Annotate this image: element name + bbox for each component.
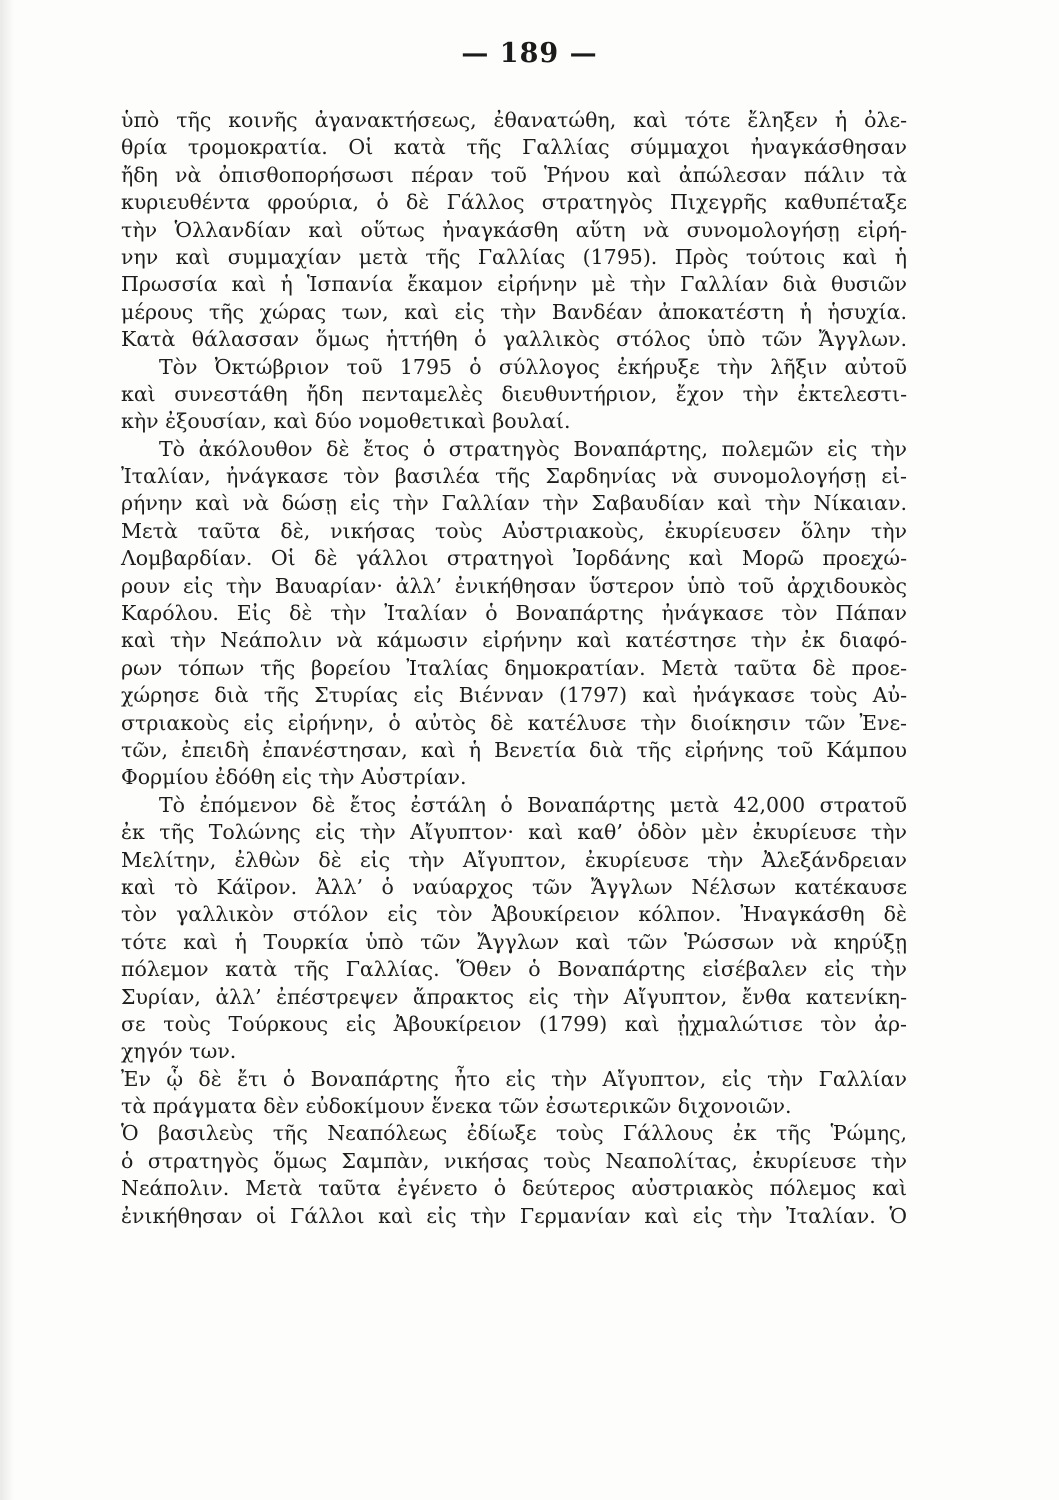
text-line: Πρωσσία καὶ ἡ Ἱσπανία ἔκαμον εἰρήνην μὲ τὴν Γαλλίαν διὰ θυσιῶν (121, 272, 907, 297)
text-line: νην καὶ συμμαχίαν μετὰ τῆς Γαλλίας (1795). Πρὸς τούτοις καὶ ἡ (121, 244, 907, 269)
text-line: καὶ συνεστάθη ἤδη πενταμελὲς διευθυντήριον, ἔχον τὴν ἐκτελεστι- (121, 381, 907, 406)
text-line: ρήνην καὶ νὰ δώσῃ εἰς τὴν Γαλλίαν τὴν Σαβαυδίαν καὶ τὴν Νίκαιαν. (121, 491, 907, 516)
text-line: μέρους τῆς χώρας των, καὶ εἰς τὴν Βανδέαν ἀποκατέστη ἡ ἡσυχία. (121, 299, 907, 324)
text-line: θρία τρομοκρατία. Οἱ κατὰ τῆς Γαλλίας σύμμαχοι ἠναγκάσθησαν (121, 135, 907, 160)
text-line: πόλεμον κατὰ τῆς Γαλλίας. Ὅθεν ὁ Βοναπάρτης εἰσέβαλεν εἰς τὴν (121, 957, 907, 982)
text-line: Τὸ ἀκόλουθον δὲ ἔτος ὁ στρατηγὸς Βοναπάρτης, πολεμῶν εἰς τὴν (159, 436, 907, 461)
text-line: Τὸ ἐπόμενον δὲ ἔτος ἐστάλη ὁ Βοναπάρτης μετὰ 42,000 στρατοῦ (159, 792, 907, 817)
text-line: κυριευθέντα φρούρια, ὁ δὲ Γάλλος στρατηγὸς Πιχεγρῆς καθυπέταξε (121, 190, 907, 215)
text-line: χηγόν των. (121, 1039, 237, 1064)
text-line: τὸν γαλλικὸν στόλον εἰς τὸν Ἀβουκίρειον κόλπον. Ἠναγκάσθη δὲ (121, 902, 907, 927)
text-line: Ἐν ᾧ δὲ ἔτι ὁ Βοναπάρτης ἦτο εἰς τὴν Αἴγυπτον, εἰς τὴν Γαλλίαν (121, 1066, 907, 1091)
text-line: καὶ τὸ Κάϊρον. Ἀλλ’ ὁ ναύαρχος τῶν Ἄγγλων Νέλσων κατέκαυσε (121, 874, 907, 899)
text-line: στριακοὺς εἰς εἰρήνην, ὁ αὐτὸς δὲ κατέλυσε τὴν διοίκησιν τῶν Ἐνε- (121, 710, 907, 735)
binding-shadow (0, 0, 14, 1500)
text-line: Καρόλου. Εἰς δὲ τὴν Ἰταλίαν ὁ Βοναπάρτης ἠνάγκασε τὸν Πάπαν (121, 601, 907, 626)
text-line: ἤδη νὰ ὀπισθοπορήσωσι πέραν τοῦ Ῥήνου καὶ ἀπώλεσαν πάλιν τὰ (121, 162, 907, 187)
page-number: — 189 — (461, 38, 598, 69)
text-line: καὶ τὴν Νεάπολιν νὰ κάμωσιν εἰρήνην καὶ κατέστησε τὴν ἐκ διαφό- (121, 628, 907, 653)
text-line: σε τοὺς Τούρκους εἰς Ἀβουκίρειον (1799) καὶ ᾐχμαλώτισε τὸν ἀρ- (121, 1011, 907, 1036)
text-line: Μετὰ ταῦτα δὲ, νικήσας τοὺς Αὐστριακοὺς, ἐκυρίευσεν ὅλην τὴν (121, 518, 907, 543)
text-line: ἐνικήθησαν οἱ Γάλλοι καὶ εἰς τὴν Γερμανίαν καὶ εἰς τὴν Ἰταλίαν. Ὁ (121, 1203, 907, 1228)
text-line: Μελίτην, ἐλθὼν δὲ εἰς τὴν Αἴγυπτον, ἐκυρίευσε τὴν Ἀλεξάνδρειαν (121, 847, 907, 872)
text-line: Νεάπολιν. Μετὰ ταῦτα ἐγένετο ὁ δεύτερος αὐστριακὸς πόλεμος καὶ (121, 1176, 907, 1201)
text-line: τῶν, ἐπειδὴ ἐπανέστησαν, καὶ ἡ Βενετία διὰ τῆς εἰρήνης τοῦ Κάμπου (121, 737, 907, 762)
text-line: Τὸν Ὀκτώβριον τοῦ 1795 ὁ σύλλογος ἐκήρυξε τὴν λῆξιν αὐτοῦ (159, 354, 907, 379)
text-line: Φορμίου ἐδόθη εἰς τὴν Αὐστρίαν. (121, 765, 467, 790)
text-line: ὁ στρατηγὸς ὅμως Σαμπὰν, νικήσας τοὺς Νεαπολίτας, ἐκυρίευσε τὴν (121, 1148, 907, 1173)
text-line: ρων τόπων τῆς βορείου Ἰταλίας δημοκρατίαν. Μετὰ ταῦτα δὲ προε- (121, 655, 907, 680)
text-line: κὴν ἐξουσίαν, καὶ δύο νομοθετικαὶ βουλαί. (121, 409, 571, 434)
text-line: Κατὰ θάλασσαν ὅμως ἡττήθη ὁ γαλλικὸς στόλος ὑπὸ τῶν Ἄγγλων. (121, 327, 907, 352)
text-line: Λομβαρδίαν. Οἱ δὲ γάλλοι στρατηγοὶ Ἰορδάνης καὶ Μορῶ προεχώ- (121, 546, 907, 571)
text-line: Συρίαν, ἀλλ’ ἐπέστρεψεν ἄπρακτος εἰς τὴν Αἴγυπτον, ἔνθα κατενίκη- (121, 984, 907, 1009)
text-line: χώρησε διὰ τῆς Στυρίας εἰς Βιένναν (1797) καὶ ἠνάγκασε τοὺς Αὐ- (121, 683, 907, 708)
body-text (121, 107, 907, 1230)
text-line: ὑπὸ τῆς κοινῆς ἀγανακτήσεως, ἐθανατώθη, καὶ τότε ἔληξεν ἡ ὀλε- (121, 108, 907, 132)
text-line: Ὁ βασιλεὺς τῆς Νεαπόλεως ἐδίωξε τοὺς Γάλλους ἐκ τῆς Ῥώμης, (121, 1121, 907, 1146)
text-line: τότε καὶ ἡ Τουρκία ὑπὸ τῶν Ἄγγλων καὶ τῶν Ῥώσσων νὰ κηρύξῃ (121, 929, 907, 954)
text-line: ἐκ τῆς Τολώνης εἰς τὴν Αἴγυπτον· καὶ καθ’ ὁδὸν μὲν ἐκυρίευσε τὴν (121, 820, 907, 845)
text-line: Ἰταλίαν, ἠνάγκασε τὸν βασιλέα τῆς Σαρδηνίας νὰ συνομολογήσῃ εἰ- (121, 464, 907, 489)
text-line: ρουν εἰς τὴν Βαυαρίαν· ἀλλ’ ἐνικήθησαν ὕστερον ὑπὸ τοῦ ἀρχιδουκὸς (121, 573, 907, 598)
text-line: τὴν Ὁλλανδίαν καὶ οὕτως ἠναγκάσθη αὕτη νὰ συνομολογήσῃ εἰρή- (121, 217, 907, 242)
text-line: τὰ πράγματα δὲν εὐδοκίμουν ἕνεκα τῶν ἐσωτερικῶν διχονοιῶν. (121, 1094, 792, 1119)
